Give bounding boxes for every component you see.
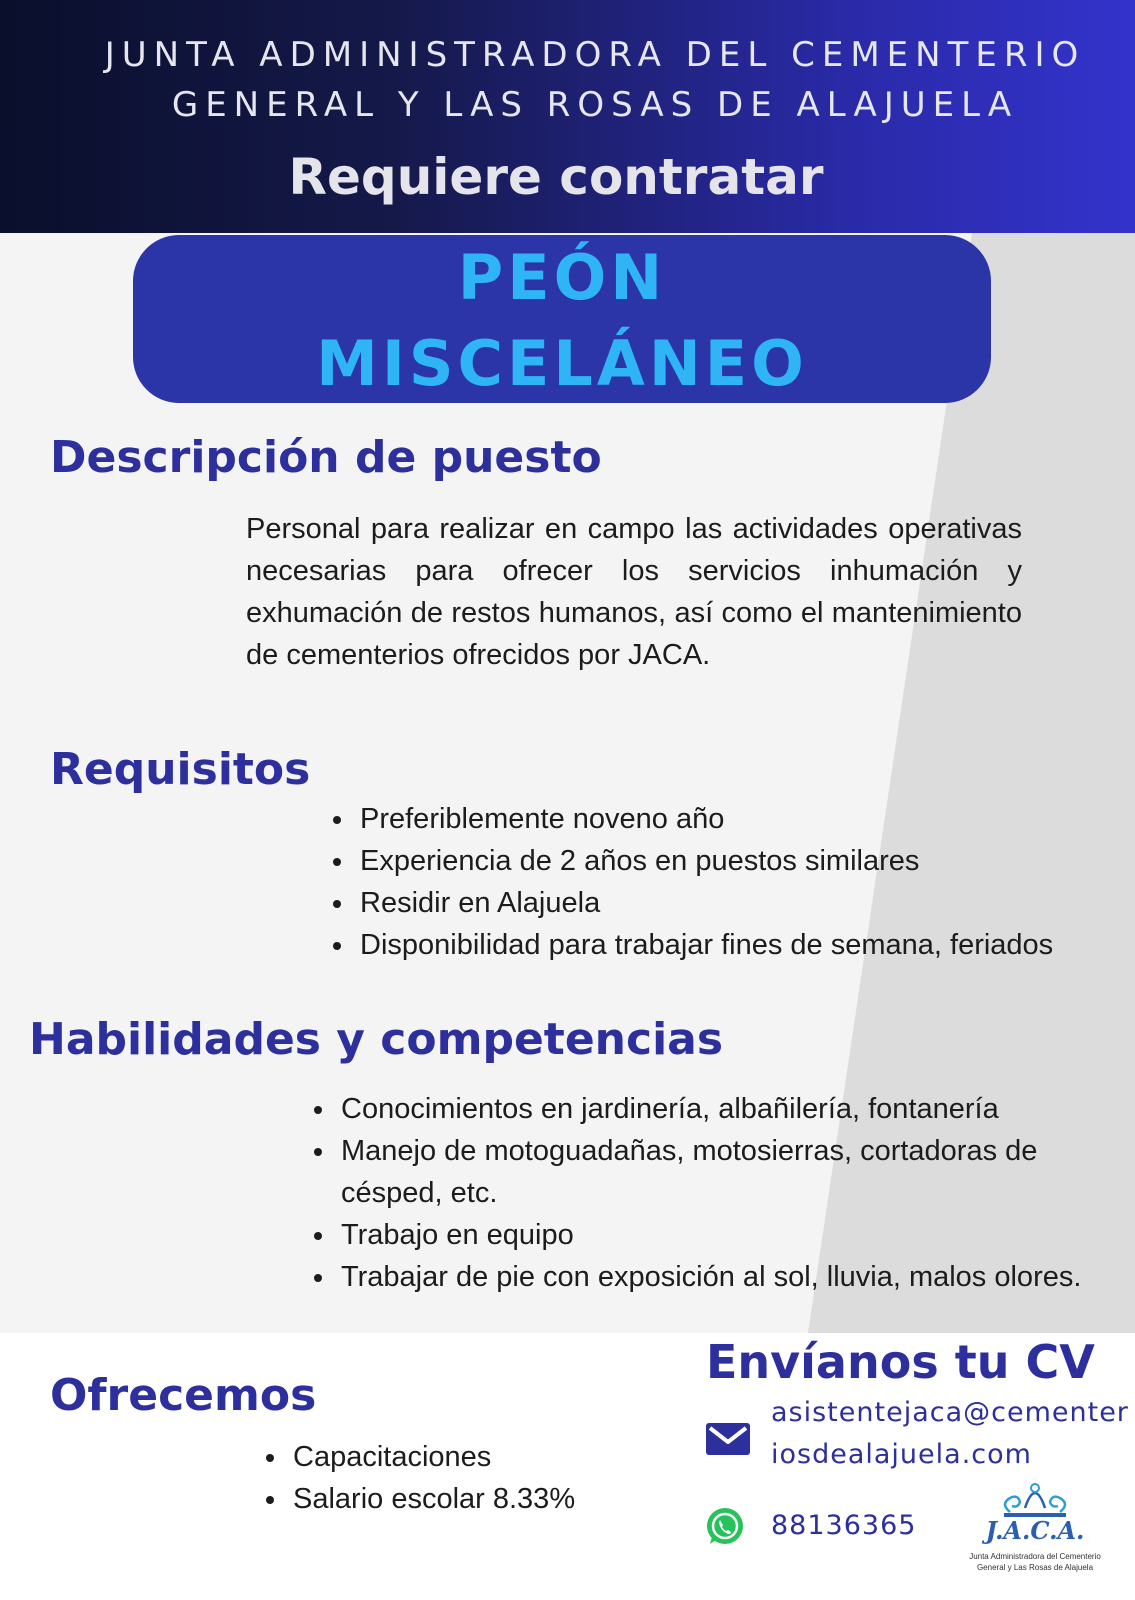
position-title-box xyxy=(133,235,991,403)
position-title-line2: MISCELÁNEO xyxy=(316,327,808,400)
header-banner xyxy=(0,0,1135,233)
description-heading: Descripción de puesto xyxy=(50,432,602,483)
skills-heading: Habilidades y competencias xyxy=(29,1014,724,1065)
logo-text: J.A.C.A. xyxy=(985,1516,1085,1545)
logo-caption xyxy=(945,1551,1125,1573)
contact-phone[interactable]: 88136365 xyxy=(771,1510,917,1541)
list-item: • Preferiblemente noveno año xyxy=(356,798,1076,840)
send-cv-heading: Envíanos tu CV xyxy=(706,1335,1095,1389)
offer-list xyxy=(253,1436,709,1520)
position-title-line1: PEÓN xyxy=(457,241,667,314)
logo-caption-line2: General y Las Rosas de Alajuela xyxy=(976,1563,1094,1572)
list-item: • Salario escolar 8.33% xyxy=(289,1478,709,1520)
requirements-list xyxy=(320,798,1076,966)
list-item: • Trabajo en equipo xyxy=(337,1214,1135,1256)
description-text: Personal para realizar en campo las actividades operativas necesarias para ofrecer los servicios inhumación y exhumación de restos humanos, así como el mantenimiento de cementerios ofrecidos por JACA. xyxy=(246,513,1022,671)
jaca-logo xyxy=(945,1478,1125,1598)
organization-name-line2: GENERAL Y LAS ROSAS DE ALAJUELA xyxy=(171,85,1019,125)
envelope-icon xyxy=(706,1423,750,1455)
list-item: • Residir en Alajuela xyxy=(356,882,1076,924)
header-subtitle: Requiere contratar xyxy=(288,148,824,206)
organization-name-line1: JUNTA ADMINISTRADORA DEL CEMENTERIO xyxy=(104,35,1086,75)
offer-heading: Ofrecemos xyxy=(50,1370,317,1421)
logo-caption-line1: Junta Administradora del Cementerio xyxy=(969,1552,1101,1561)
list-item: • Disponibilidad para trabajar fines de semana, feriados xyxy=(356,924,1076,966)
skills-list xyxy=(301,1088,1135,1298)
organization-name xyxy=(0,30,1135,130)
list-item: • Manejo de motoguadañas, motosierras, cortadoras de césped, etc. xyxy=(337,1130,1135,1214)
contact-email[interactable]: asistentejaca@cementeriosdealajuela.com xyxy=(771,1397,1129,1470)
logo-ornament-icon xyxy=(990,1478,1080,1518)
list-item: • Trabajar de pie con exposición al sol, lluvia, malos olores. xyxy=(337,1256,1135,1298)
list-item: • Conocimientos en jardinería, albañilería, fontanería xyxy=(337,1088,1135,1130)
requirements-heading: Requisitos xyxy=(50,744,311,795)
list-item: • Capacitaciones xyxy=(289,1436,709,1478)
list-item: • Experiencia de 2 años en puestos similares xyxy=(356,840,1076,882)
whatsapp-icon xyxy=(704,1506,746,1548)
